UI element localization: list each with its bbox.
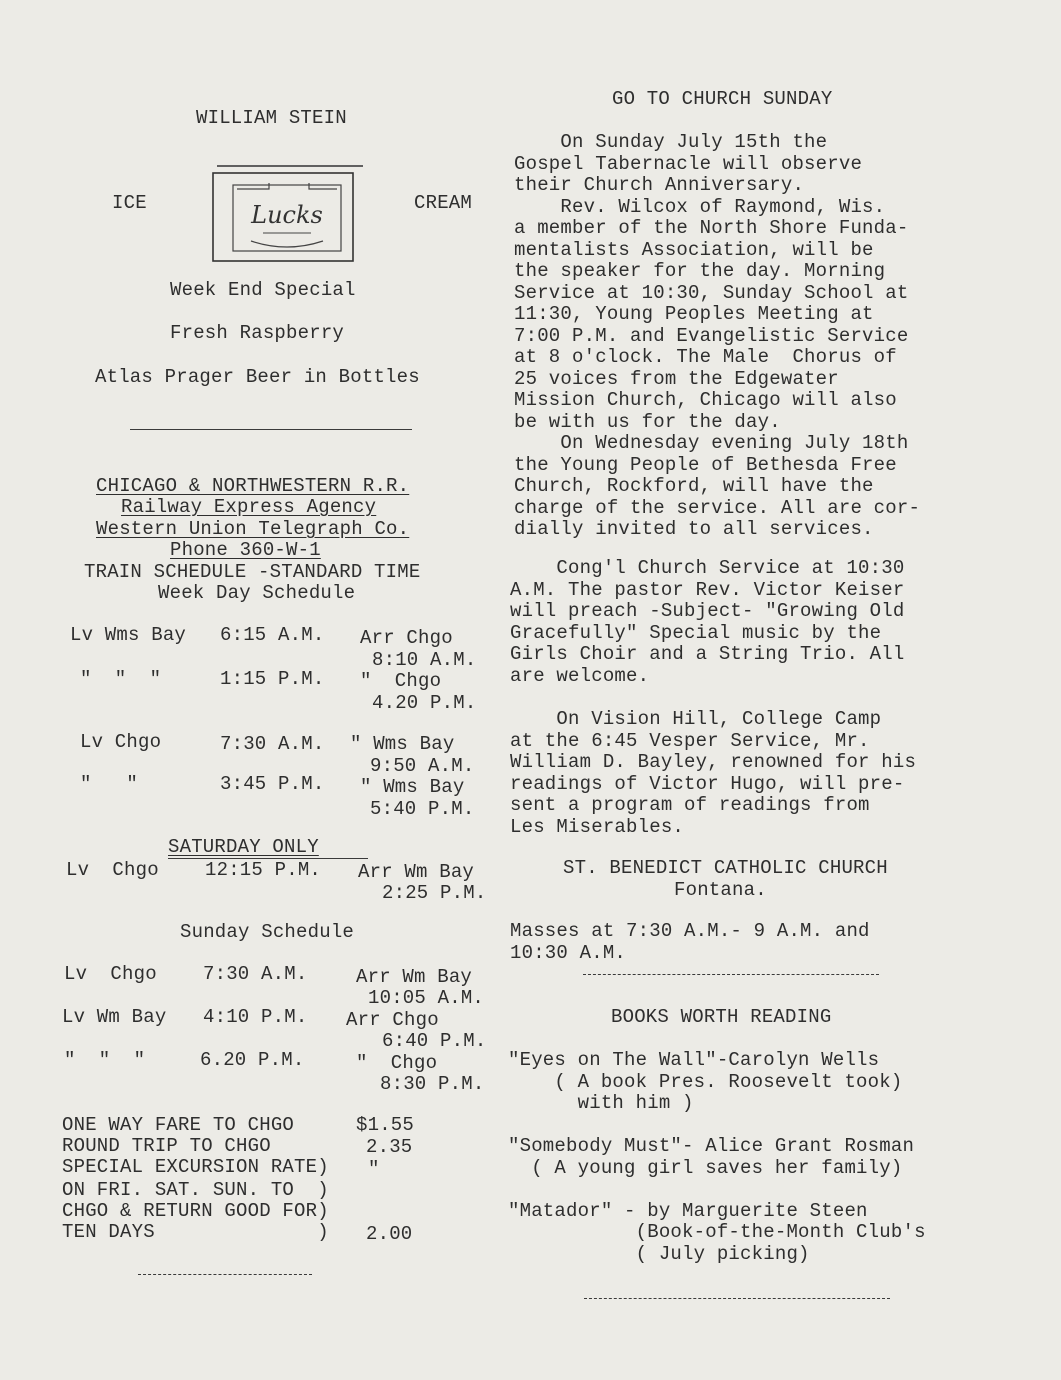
st-benedict-title: ST. BENEDICT CATHOLIC CHURCH xyxy=(563,857,888,879)
sunday-row-3-dest: " Chgo xyxy=(356,1052,438,1074)
vision-line: sent a program of readings from xyxy=(510,794,870,816)
right-divider-2 xyxy=(584,1298,890,1299)
weekday-row-4-arrive: 5:40 P.M. xyxy=(370,798,475,820)
tabernacle-line: Mission Church, Chicago will also xyxy=(514,389,897,411)
weekday-row-1-depart: 6:15 A.M. xyxy=(220,624,325,646)
vision-line: William D. Bayley, renowned for his xyxy=(510,751,917,773)
railroad-name: CHICAGO & NORTHWESTERN R.R. xyxy=(96,475,410,497)
book-line: ( A book Pres. Roosevelt took) xyxy=(508,1070,903,1093)
masses-line-2: 10:30 A.M. xyxy=(510,942,627,964)
sunday-schedule-title: Sunday Schedule xyxy=(180,921,355,943)
church-heading: GO TO CHURCH SUNDAY xyxy=(612,88,833,110)
left-bottom-divider xyxy=(138,1274,312,1275)
congl-line: Cong'l Church Service at 10:30 xyxy=(510,557,905,579)
book-line: "Eyes on The Wall"-Carolyn Wells xyxy=(508,1049,880,1071)
sunday-row-3-arrive: 8:30 P.M. xyxy=(380,1073,485,1095)
ad-cream-label: CREAM xyxy=(414,192,473,214)
book-line: ( A young girl saves her family) xyxy=(508,1156,903,1179)
books-list xyxy=(508,1050,926,1265)
weekday-row-2-arrive: 4.20 P.M. xyxy=(372,692,477,714)
tabernacle-line: On Sunday July 15th the xyxy=(514,131,828,153)
weekday-row-3-dest: " Wms Bay xyxy=(350,733,455,755)
vision-line: at the 6:45 Vesper Service, Mr. xyxy=(510,729,870,752)
ad-line-week-end-special: Week End Special xyxy=(170,279,356,301)
sunday-row-2-arrive: 6:40 P.M. xyxy=(382,1030,487,1052)
logo-script-text: Lucks xyxy=(251,201,323,229)
sunday-row-3-depart: 6.20 P.M. xyxy=(200,1049,305,1071)
phone-number: Phone 360-W-1 xyxy=(170,539,321,561)
fare-row-3-value: " xyxy=(368,1158,380,1180)
weekday-row-2-origin: " " " xyxy=(80,668,162,690)
fare-row-6-label: TEN DAYS ) xyxy=(62,1221,329,1243)
book-line xyxy=(508,1179,926,1201)
sunday-row-2-dest: Arr Chgo xyxy=(346,1009,439,1031)
weekday-row-1-dest: Arr Chgo xyxy=(360,627,453,649)
books-title: BOOKS WORTH READING xyxy=(611,1006,832,1028)
congl-line: Girls Choir and a String Trio. All xyxy=(510,643,905,665)
tabernacle-line: charge of the service. All are cor- xyxy=(514,496,921,519)
vision-line: On Vision Hill, College Camp xyxy=(510,708,882,730)
book-line: "Somebody Must"- Alice Grant Rosman xyxy=(508,1135,915,1157)
congl-line: Gracefully" Special music by the xyxy=(510,621,882,644)
masses-line-1: Masses at 7:30 A.M.- 9 A.M. and xyxy=(510,920,870,942)
tabernacle-line: their Church Anniversary. xyxy=(514,174,805,196)
congl-line: A.M. The pastor Rev. Victor Keiser xyxy=(510,578,905,601)
sunday-row-1-arrive: 10:05 A.M. xyxy=(368,987,485,1009)
vision-line: Les Miserables. xyxy=(510,815,685,838)
book-line: ( July picking) xyxy=(508,1242,810,1265)
weekday-row-3-depart: 7:30 A.M. xyxy=(220,733,325,755)
fare-row-4-label: ON FRI. SAT. SUN. TO ) xyxy=(62,1179,329,1201)
tabernacle-line: Church, Rockford, will have the xyxy=(514,475,874,497)
saturday-only-title: SATURDAY ONLY xyxy=(168,836,319,858)
sunday-row-1-depart: 7:30 A.M. xyxy=(203,963,308,985)
ad-ice-label: ICE xyxy=(112,192,147,214)
fare-row-5-label: CHGO & RETURN GOOD FOR) xyxy=(62,1200,329,1222)
tabernacle-line: the speaker for the day. Morning xyxy=(514,260,886,282)
weekday-row-1-origin: Lv Wms Bay xyxy=(70,624,187,646)
divider xyxy=(130,429,412,430)
tabernacle-line: 7:00 P.M. and Evangelistic Service xyxy=(514,324,909,347)
train-schedule-title: TRAIN SCHEDULE -STANDARD TIME xyxy=(84,561,421,583)
weekday-row-4-depart: 3:45 P.M. xyxy=(220,773,325,795)
saturday-depart: 12:15 P.M. xyxy=(205,859,322,881)
tabernacle-line: a member of the North Shore Funda- xyxy=(514,217,909,239)
ad-line-fresh-raspberry: Fresh Raspberry xyxy=(170,322,345,344)
vision-line: readings of Victor Hugo, will pre- xyxy=(510,772,905,795)
weekday-row-4-dest: " Wms Bay xyxy=(360,776,465,798)
ad-line-atlas-prager: Atlas Prager Beer in Bottles xyxy=(95,366,420,388)
tabernacle-line: 11:30, Young Peoples Meeting at xyxy=(514,303,874,325)
fare-row-3-label: SPECIAL EXCURSION RATE) xyxy=(62,1156,329,1178)
book-line xyxy=(508,1115,926,1137)
tabernacle-line: the Young People of Bethesda Free xyxy=(514,453,897,476)
saturday-arrive: 2:25 P.M. xyxy=(382,882,487,904)
sunday-row-2-origin: Lv Wm Bay xyxy=(62,1006,167,1028)
sunday-row-2-depart: 4:10 P.M. xyxy=(203,1006,308,1028)
tabernacle-line: mentalists Association, will be xyxy=(514,238,874,261)
fare-row-1-value: $1.55 xyxy=(356,1114,415,1136)
tabernacle-line: at 8 o'clock. The Male Chorus of xyxy=(514,346,897,368)
tabernacle-line: dially invited to all services. xyxy=(514,518,874,540)
weekday-row-1-arrive: 8:10 A.M. xyxy=(372,649,477,671)
railway-express: Railway Express Agency xyxy=(121,496,377,518)
tabernacle-line: On Wednesday evening July 18th xyxy=(514,432,909,454)
book-line: with him ) xyxy=(508,1092,694,1114)
sunday-row-1-dest: Arr Wm Bay xyxy=(356,966,473,988)
congl-church-article xyxy=(510,558,904,687)
fare-row-1-label: ONE WAY FARE TO CHGO xyxy=(62,1114,295,1136)
weekday-row-4-origin: " " xyxy=(80,773,139,795)
ice-cream-logo xyxy=(211,163,363,263)
sunday-row-3-origin: " " " xyxy=(64,1049,146,1071)
tabernacle-line: be with us for the day. xyxy=(514,410,781,433)
weekday-row-2-depart: 1:15 P.M. xyxy=(220,668,325,690)
tabernacle-line: Rev. Wilcox of Raymond, Wis. xyxy=(514,195,886,218)
congl-line: are welcome. xyxy=(510,664,650,687)
tabernacle-line: 25 voices from the Edgewater xyxy=(514,367,839,390)
vision-hill-article xyxy=(510,709,916,838)
saturday-origin: Lv Chgo xyxy=(66,859,159,881)
weekday-row-3-origin: Lv Chgo xyxy=(80,731,162,753)
congl-line: will preach -Subject- "Growing Old xyxy=(510,600,905,622)
right-divider-1 xyxy=(583,974,879,975)
fare-row-6-value: 2.00 xyxy=(366,1223,413,1245)
st-benedict-place: Fontana. xyxy=(674,879,767,901)
weekday-row-3-arrive: 9:50 A.M. xyxy=(370,755,475,777)
sunday-row-1-origin: Lv Chgo xyxy=(64,963,157,985)
fare-row-2-label: ROUND TRIP TO CHGO xyxy=(62,1135,271,1157)
book-line: "Matador" - by Marguerite Steen xyxy=(508,1199,868,1222)
weekday-schedule-title: Week Day Schedule xyxy=(158,582,356,604)
western-union: Western Union Telegraph Co. xyxy=(96,518,410,540)
book-line: (Book-of-the-Month Club's xyxy=(508,1221,926,1243)
tabernacle-line: Service at 10:30, Sunday School at xyxy=(514,281,909,304)
fare-row-2-value: 2.35 xyxy=(366,1136,413,1158)
tabernacle-line: Gospel Tabernacle will observe xyxy=(514,152,863,175)
saturday-dest: Arr Wm Bay xyxy=(358,861,475,883)
advertiser-name: WILLIAM STEIN xyxy=(196,107,347,129)
weekday-row-2-dest: " Chgo xyxy=(360,670,442,692)
tabernacle-article xyxy=(514,132,920,541)
